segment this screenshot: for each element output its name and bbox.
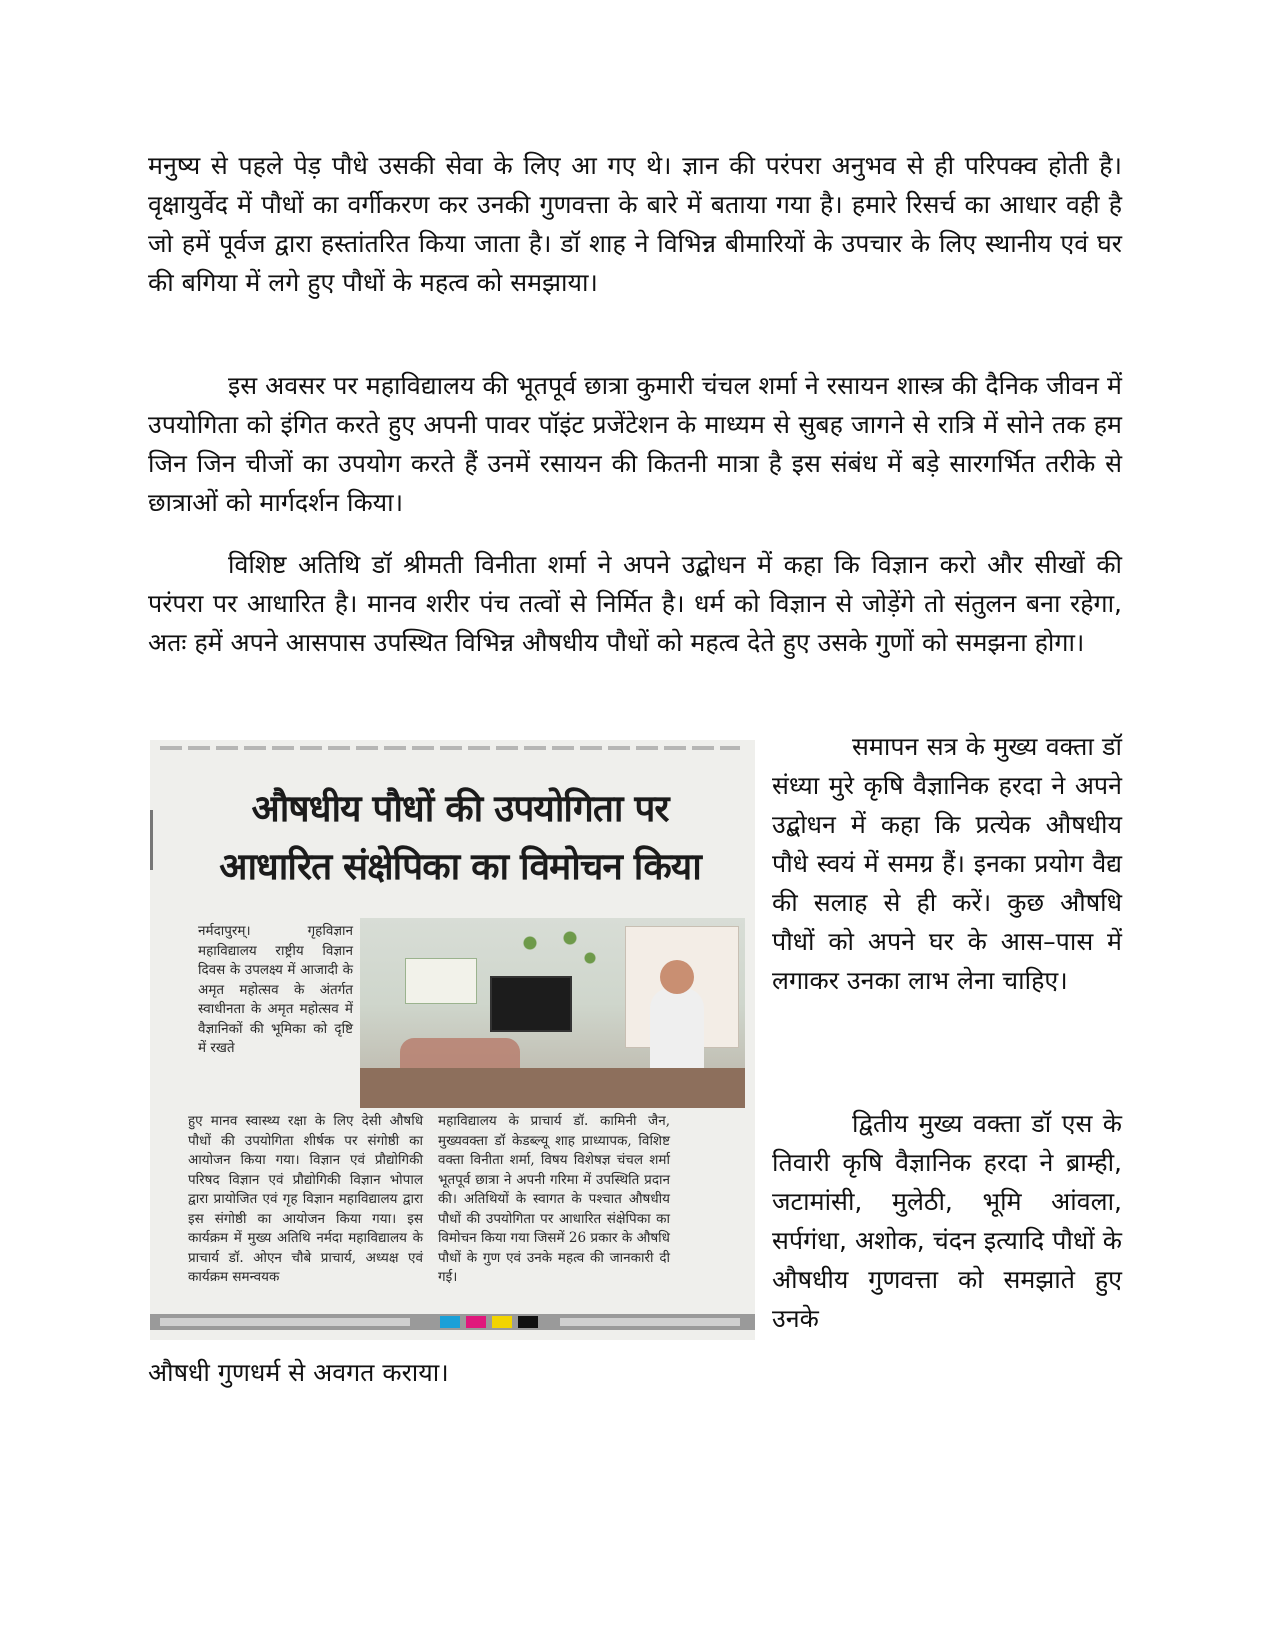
clipping-headline-line-1: औषधीय पौधों की उपयोगिता पर xyxy=(251,787,669,830)
newspaper-clipping xyxy=(150,740,755,1340)
cmyk-yellow-swatch xyxy=(492,1316,512,1328)
clipping-column-1: नर्मदापुरम्। गृहविज्ञान महाविद्यालय राष्ट्रीय विज्ञान दिवस के उपलक्ष्य में आजादी के अमृत महोत्सव के अंतर्गत स्वाधीनता के अमृत महोत्सव में वैज्ञानिकों की भूमिका को दृष्टि में रखते xyxy=(198,923,353,1056)
photo-wall-poster xyxy=(405,958,477,1004)
clipping-column-3: महाविद्यालय के प्राचार्य डॉ. कामिनी जैन, मुख्यवक्ता डॉ केडब्ल्यू शाह प्राध्यापक, विशिष्ट वक्ता विनीता शर्मा, विषय विशेषज्ञ चंचल शर्मा भूतपूर्व छात्रा ने अपनी गरिमा में उपस्थिति प्रदान की। अतिथियों के स्वागत के पश्चात औषधीय पौधों की उपयोगिता पर आधारित संक्षेपिका का विमोचन किया गया जिसमें 26 प्रकार के औषधि पौधों के गुण एवं उनके महत्व की जानकारी दी गई। xyxy=(438,1113,670,1285)
clipping-headline xyxy=(170,780,750,896)
photo-television xyxy=(490,976,572,1032)
paragraph-speaker-shah: मनुष्य से पहले पेड़ पौधे उसकी सेवा के लिए आ गए थे। ज्ञान की परंपरा अनुभव से ही परिपक्व होती है। वृक्षायुर्वेद में पौधों का वर्गीकरण कर उनकी गुणवत्ता के बारे में बताया गया है। हमारे रिसर्च का आधार वही है जो हमें पूर्वज द्वारा हस्तांतरित किया जाता है। डॉ शाह ने विभिन्न बीमारियों के उपचार के लिए स्थानीय एवं घर की बगिया में लगे हुए पौधों के महत्व को समझाया। xyxy=(148,151,1122,297)
paragraph-vinita-sharma: विशिष्ट अतिथि डॉ श्रीमती विनीता शर्मा ने अपने उद्बोधन में कहा कि विज्ञान करो और सीखों की परंपरा पर आधारित है। मानव शरीर पंच तत्वों से निर्मित है। धर्म को विज्ञान से जोड़ेंगे तो संतुलन बना रहेगा, अतः हमें अपने आसपास उपस्थित विभिन्न औषधीय पौधों को महत्व देते हुए उसके गुणों को समझना होगा। xyxy=(148,550,1122,657)
paragraph-sk-tiwari: द्वितीय मुख्य वक्ता डॉ एस के तिवारी कृषि वैज्ञानिक हरदा ने ब्राम्ही, जटामांसी, मुलेठी, भूमि आंवला, सर्पगंधा, अशोक, चंदन इत्यादि पौधों के औषधीय गुणवत्ता को समझाते हुए उनके xyxy=(772,1109,1122,1333)
paragraph-chanchal-sharma: इस अवसर पर महाविद्यालय की भूतपूर्व छात्रा कुमारी चंचल शर्मा ने रसायन शास्त्र की दैनिक जीवन में उपयोगिता को इंगित करते हुए अपनी पावर पॉइंट प्रजेंटेशन के माध्यम से सुबह जागने से रात्रि में सोने तक हम जिन जिन चीजों का उपयोग करते हैं उनमें रसायन की कितनी मात्रा है इस संबंध में बड़े सारगर्भित तरीके से छात्राओं को मार्गदर्शन किया। xyxy=(148,371,1122,517)
clipping-header-strip xyxy=(160,746,740,750)
paragraph-sandhya-mure: समापन सत्र के मुख्य वक्ता डॉ संध्या मुरे कृषि वैज्ञानिक हरदा ने अपने उद्बोधन में कहा कि प्रत्येक औषधीय पौधे स्वयं में समग्र हैं। इनका प्रयोग वैद्य की सलाह से ही करें। कुछ औषधि पौधों को अपने घर के आस–पास में लगाकर उनका लाभ लेना चाहिए। xyxy=(772,732,1122,995)
photo-table xyxy=(360,1068,745,1108)
cmyk-magenta-swatch xyxy=(466,1316,486,1328)
clipping-column-2: हुए मानव स्वास्थ्य रक्षा के लिए देसी औषधि पौधों की उपयोगिता शीर्षक पर संगोष्ठी का आयोजन किया गया। विज्ञान एवं प्रौद्योगिकी परिषद विज्ञान एवं प्रौद्योगिकी विज्ञान भोपाल द्वारा प्रायोजित एवं गृह विज्ञान महाविद्यालय द्वारा इस संगोष्ठी का आयोजन किया गया। इस कार्यक्रम में मुख्य अतिथि नर्मदा महाविद्यालय के प्राचार्य डॉ. ओएन चौबे प्राचार्य, अध्यक्ष एवं कार्यक्रम समन्वयक xyxy=(188,1113,423,1285)
event-photo xyxy=(360,918,745,1108)
photo-leaf-decor xyxy=(510,923,610,973)
paragraph-continuation: औषधी गुणधर्म से अवगत कराया। xyxy=(148,1358,449,1387)
cmyk-black-swatch xyxy=(518,1316,538,1328)
clipping-divider xyxy=(150,810,159,870)
photo-speaker-head xyxy=(660,960,694,994)
clipping-headline-line-2: आधारित संक्षेपिका का विमोचन किया xyxy=(219,845,701,888)
cmyk-cyan-swatch xyxy=(440,1316,460,1328)
